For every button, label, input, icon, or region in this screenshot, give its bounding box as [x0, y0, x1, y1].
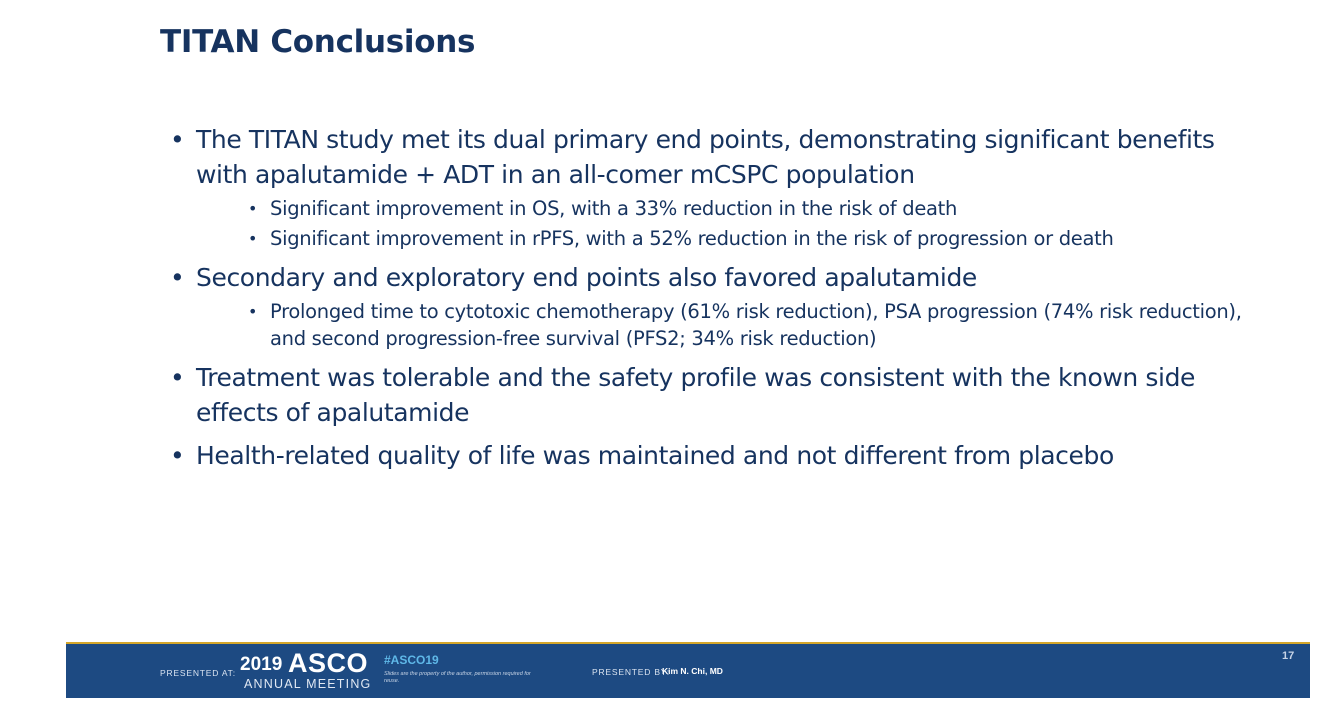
page-number: 17 — [1282, 650, 1295, 662]
bullet-text: The TITAN study met its dual primary end points, demonstrating significant benefits with apalutamide + ADT in an all-comer mCSPC population — [196, 125, 1215, 189]
bullet-quality-of-life — [170, 438, 1250, 473]
sub-bullet-list — [196, 195, 1250, 252]
bullet-secondary-endpoints — [170, 260, 1250, 352]
presenter-name: Kim N. Chi, MD — [662, 666, 723, 676]
sub-bullet-os: • Significant improvement in OS, with a 33% reduction in the risk of death — [244, 195, 1250, 222]
bullet-text: Treatment was tolerable and the safety profile was consistent with the known side effects of apalutamide — [196, 363, 1196, 427]
annual-meeting-label: ANNUAL MEETING — [244, 677, 372, 691]
bullet-primary-endpoints — [170, 122, 1250, 252]
bullet-text: Health-related quality of life was maintained and not different from placebo — [196, 441, 1114, 470]
slide-title: TITAN Conclusions — [160, 24, 476, 60]
copyright-note: Slides are the property of the author, permission required for reuse. — [384, 671, 531, 684]
sub-bullet-list — [196, 298, 1250, 352]
sub-bullet-rpfs: • Significant improvement in rPFS, with a 52% reduction in the risk of progression or death — [244, 225, 1250, 252]
presented-by-label: PRESENTED BY: — [592, 667, 670, 677]
footer-banner — [66, 642, 1310, 698]
sub-bullet-secondary-details: • Prolonged time to cytotoxic chemotherapy (61% risk reduction), PSA progression (74% risk reduction), and second progression-free survival (PFS2; 34% risk reduction) — [244, 298, 1250, 352]
conclusion-list — [170, 122, 1250, 481]
asco-logo: ASCO — [288, 648, 369, 678]
hashtag: #ASCO19 — [384, 653, 439, 667]
bullet-text: Secondary and exploratory end points also favored apalutamide — [196, 263, 977, 292]
bullet-safety — [170, 360, 1250, 430]
presented-at-label: PRESENTED AT: — [160, 668, 236, 678]
meeting-year: 2019 — [240, 654, 283, 675]
